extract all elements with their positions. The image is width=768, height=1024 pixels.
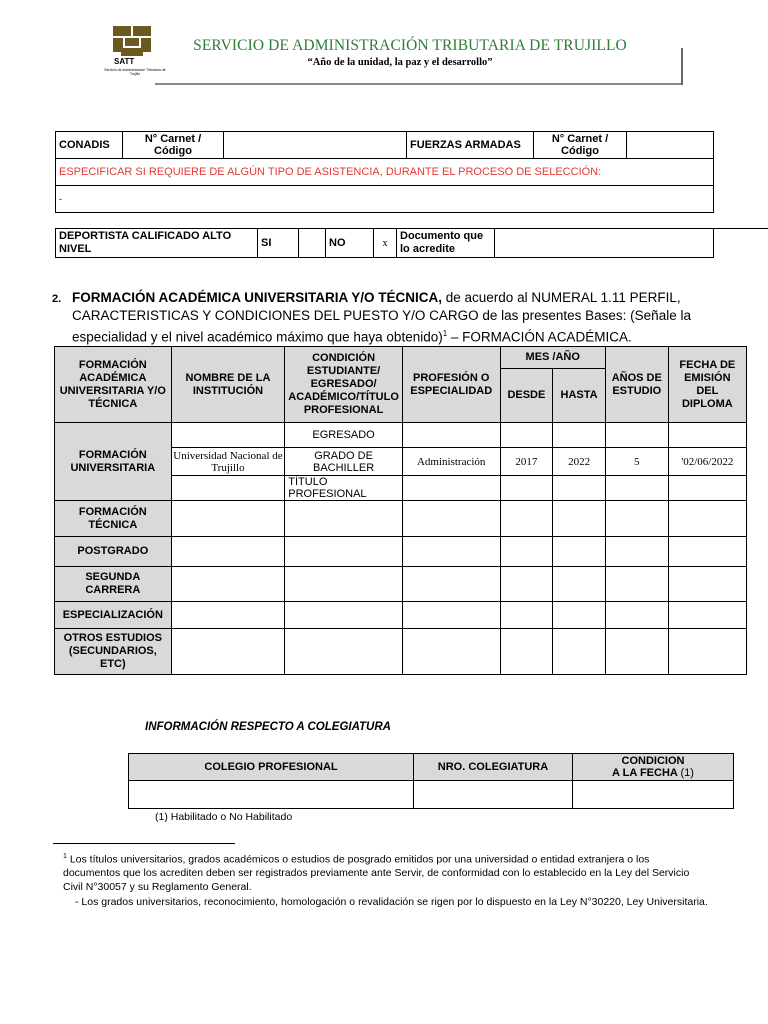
header-vertical-divider: [681, 48, 683, 85]
carnet-label-2: N° Carnet / Código: [534, 132, 627, 159]
cell-postgrado-4[interactable]: [500, 537, 553, 567]
cell-desde-titulo[interactable]: [500, 476, 553, 501]
cell-nro-colegiatura[interactable]: [414, 781, 573, 809]
cell-especializacion-6[interactable]: [605, 602, 668, 629]
cell-otros-7[interactable]: [668, 629, 746, 675]
footnote-divider: [53, 843, 235, 844]
section-2-heading: [52, 289, 722, 347]
header-profesion: PROFESIÓN O ESPECIALIDAD: [402, 347, 500, 423]
cell-hasta-bachiller[interactable]: 2022: [553, 448, 606, 476]
header-condicion-fecha: [573, 754, 734, 781]
documento-value-cell[interactable]: [495, 229, 714, 258]
asistencia-label: ESPECIFICAR SI REQUIERE DE ALGÚN TIPO DE ASISTENCIA, DURANTE EL PROCESO DE SELECCIÓN:: [56, 159, 714, 186]
cell-desde-bachiller[interactable]: 2017: [500, 448, 553, 476]
section-text: de acuerdo al NUMERAL 1.11 PERFIL, CARACTERISTICAS Y CONDICIONES DEL PUESTO Y/O CARGO de las presentes Bases: (Señale la especialidad y el nivel académico máximo que haya obtenido): [72, 290, 691, 345]
cell-anios-titulo[interactable]: [605, 476, 668, 501]
colegiatura-note: (1) Habilitado o No Habilitado: [155, 811, 293, 823]
cell-especializacion-7[interactable]: [668, 602, 746, 629]
cell-segunda-7[interactable]: [668, 567, 746, 602]
row-label-segunda-carrera: SEGUNDA CARRERA: [55, 567, 172, 602]
cell-colegio[interactable]: [129, 781, 414, 809]
cell-postgrado-3[interactable]: [402, 537, 500, 567]
a-la-fecha-label: A LA FECHA: [612, 767, 678, 779]
cell-tecnica-5[interactable]: [553, 501, 606, 537]
cell-otros-2[interactable]: [285, 629, 403, 675]
si-checkbox[interactable]: [299, 229, 326, 258]
row-label-universitaria: FORMACIÓN UNIVERSITARIA: [55, 423, 172, 501]
cell-otros-5[interactable]: [553, 629, 606, 675]
fuerzas-armadas-label: FUERZAS ARMADAS: [407, 132, 534, 159]
deportista-label: DEPORTISTA CALIFICADO ALTO NIVEL: [56, 229, 258, 258]
header-fecha: FECHA DE EMISIÓN DEL DIPLOMA: [668, 347, 746, 423]
documento-label: Documento que lo acredite: [397, 229, 495, 258]
cell-postgrado-5[interactable]: [553, 537, 606, 567]
cell-profesion-titulo[interactable]: [402, 476, 500, 501]
carnet-value-cell-2[interactable]: [627, 132, 714, 159]
deportista-table: [55, 228, 714, 258]
header-motto: “Año de la unidad, la paz y el desarrollo”: [307, 57, 493, 68]
section-footnote-ref: 1: [442, 329, 448, 338]
no-label: NO: [326, 229, 374, 258]
logo-subtitle: Servicio de Administración Tributaria de Trujillo: [104, 68, 166, 76]
cell-tecnica-4[interactable]: [500, 501, 553, 537]
row-label-tecnica: FORMACIÓN TÉCNICA: [55, 501, 172, 537]
cell-fecha-egresado[interactable]: [668, 423, 746, 448]
cell-especializacion-5[interactable]: [553, 602, 606, 629]
colegiatura-table: [128, 753, 734, 809]
asistencia-value[interactable]: -: [56, 186, 714, 213]
cell-otros-4[interactable]: [500, 629, 553, 675]
carnet-label: N° Carnet / Código: [123, 132, 224, 159]
header-desde: DESDE: [500, 369, 553, 423]
header-hasta: HASTA: [553, 369, 606, 423]
row-label-especializacion: ESPECIALIZACIÓN: [55, 602, 172, 629]
cell-postgrado-6[interactable]: [605, 537, 668, 567]
si-label: SI: [258, 229, 299, 258]
logo-text: SATT: [114, 57, 135, 66]
no-checkbox[interactable]: x: [374, 229, 397, 258]
section-number: 2.: [52, 293, 62, 305]
header-divider: [155, 83, 683, 85]
cell-tecnica-3[interactable]: [402, 501, 500, 537]
cell-especializacion-2[interactable]: [285, 602, 403, 629]
footnote-2: - Los grados universitarios, reconocimiento, homologación o revalidación se rigen por lo dispuesto en la Ley N°30220, Ley Universitaria.: [75, 896, 708, 908]
header-mes-anio: MES /AÑO: [500, 347, 605, 369]
footnote-1-text: Los títulos universitarios, grados académicos o estudios de posgrado emitidos por una universidad o entidad extranjera o los documentos que los acrediten deben ser registrados previamente ante Servir, de conformidad con lo establecido en la Ley del Servicio Civil N°30057 y su Reglamento General.: [63, 853, 690, 893]
cell-postgrado-2[interactable]: [285, 537, 403, 567]
cell-otros-6[interactable]: [605, 629, 668, 675]
row-label-postgrado: POSTGRADO: [55, 537, 172, 567]
cell-institucion-bachiller[interactable]: Universidad Nacional de Trujillo: [171, 448, 285, 476]
cell-otros-1[interactable]: [171, 629, 285, 675]
cell-tecnica-7[interactable]: [668, 501, 746, 537]
cell-otros-3[interactable]: [402, 629, 500, 675]
header-nro-colegiatura: NRO. COLEGIATURA: [414, 754, 573, 781]
header-formacion: FORMACIÓN ACADÉMICA UNIVERSITARIA Y/O TÉCNICA: [55, 347, 172, 423]
formacion-table: [54, 346, 747, 675]
cell-tecnica-1[interactable]: [171, 501, 285, 537]
colegiatura-title: INFORMACIÓN RESPECTO A COLEGIATURA: [145, 721, 391, 733]
cell-profesion-bachiller[interactable]: Administración: [402, 448, 500, 476]
cell-tecnica-6[interactable]: [605, 501, 668, 537]
carnet-value-cell[interactable]: [224, 132, 407, 159]
cell-anios-bachiller[interactable]: 5: [605, 448, 668, 476]
cell-profesion-egresado[interactable]: [402, 423, 500, 448]
condicion-ref: (1): [680, 767, 694, 779]
cell-desde-egresado[interactable]: [500, 423, 553, 448]
footnote-1: [63, 850, 703, 894]
cell-segunda-4[interactable]: [500, 567, 553, 602]
row-label-otros-estudios: OTROS ESTUDIOS (SECUNDARIOS, ETC): [55, 629, 172, 675]
cell-postgrado-7[interactable]: [668, 537, 746, 567]
cell-hasta-titulo[interactable]: [553, 476, 606, 501]
cell-anios-egresado[interactable]: [605, 423, 668, 448]
cell-tecnica-2[interactable]: [285, 501, 403, 537]
cell-especializacion-3[interactable]: [402, 602, 500, 629]
header-anios: AÑOS DE ESTUDIO: [605, 347, 668, 423]
header-colegio: COLEGIO PROFESIONAL: [129, 754, 414, 781]
cell-segunda-2[interactable]: [285, 567, 403, 602]
cell-titulo: TÍTULO PROFESIONAL: [285, 476, 403, 501]
cell-fecha-bachiller[interactable]: '02/06/2022: [668, 448, 746, 476]
cell-bachiller: GRADO DE BACHILLER: [285, 448, 403, 476]
cell-segunda-3[interactable]: [402, 567, 500, 602]
table2-extension-line: [714, 228, 768, 229]
conadis-label: CONADIS: [56, 132, 123, 159]
header-institucion: NOMBRE DE LA INSTITUCIÓN: [171, 347, 285, 423]
conadis-table: [55, 131, 714, 213]
cell-fecha-titulo[interactable]: [668, 476, 746, 501]
header-condicion: CONDICIÓN ESTUDIANTE/ EGRESADO/ ACADÉMICO/TÍTULO PROFESIONAL: [285, 347, 403, 423]
cell-condicion[interactable]: [573, 781, 734, 809]
cell-segunda-6[interactable]: [605, 567, 668, 602]
cell-hasta-egresado[interactable]: [553, 423, 606, 448]
condicion-label: CONDICION: [621, 755, 685, 767]
cell-postgrado-1[interactable]: [171, 537, 285, 567]
cell-segunda-1[interactable]: [171, 567, 285, 602]
header-title: SERVICIO DE ADMINISTRACIÓN TRIBUTARIA DE TRUJILLO: [193, 37, 627, 54]
cell-egresado: EGRESADO: [285, 423, 403, 448]
cell-especializacion-4[interactable]: [500, 602, 553, 629]
cell-especializacion-1[interactable]: [171, 602, 285, 629]
cell-institucion-egresado[interactable]: [171, 423, 285, 448]
cell-segunda-5[interactable]: [553, 567, 606, 602]
cell-institucion-titulo[interactable]: [171, 476, 285, 501]
footnote-1-marker: 1: [63, 853, 67, 860]
section-tail: – FORMACIÓN ACADÉMICA.: [447, 329, 632, 345]
section-bold-title: FORMACIÓN ACADÉMICA UNIVERSITARIA Y/O TÉCNICA,: [72, 290, 443, 305]
